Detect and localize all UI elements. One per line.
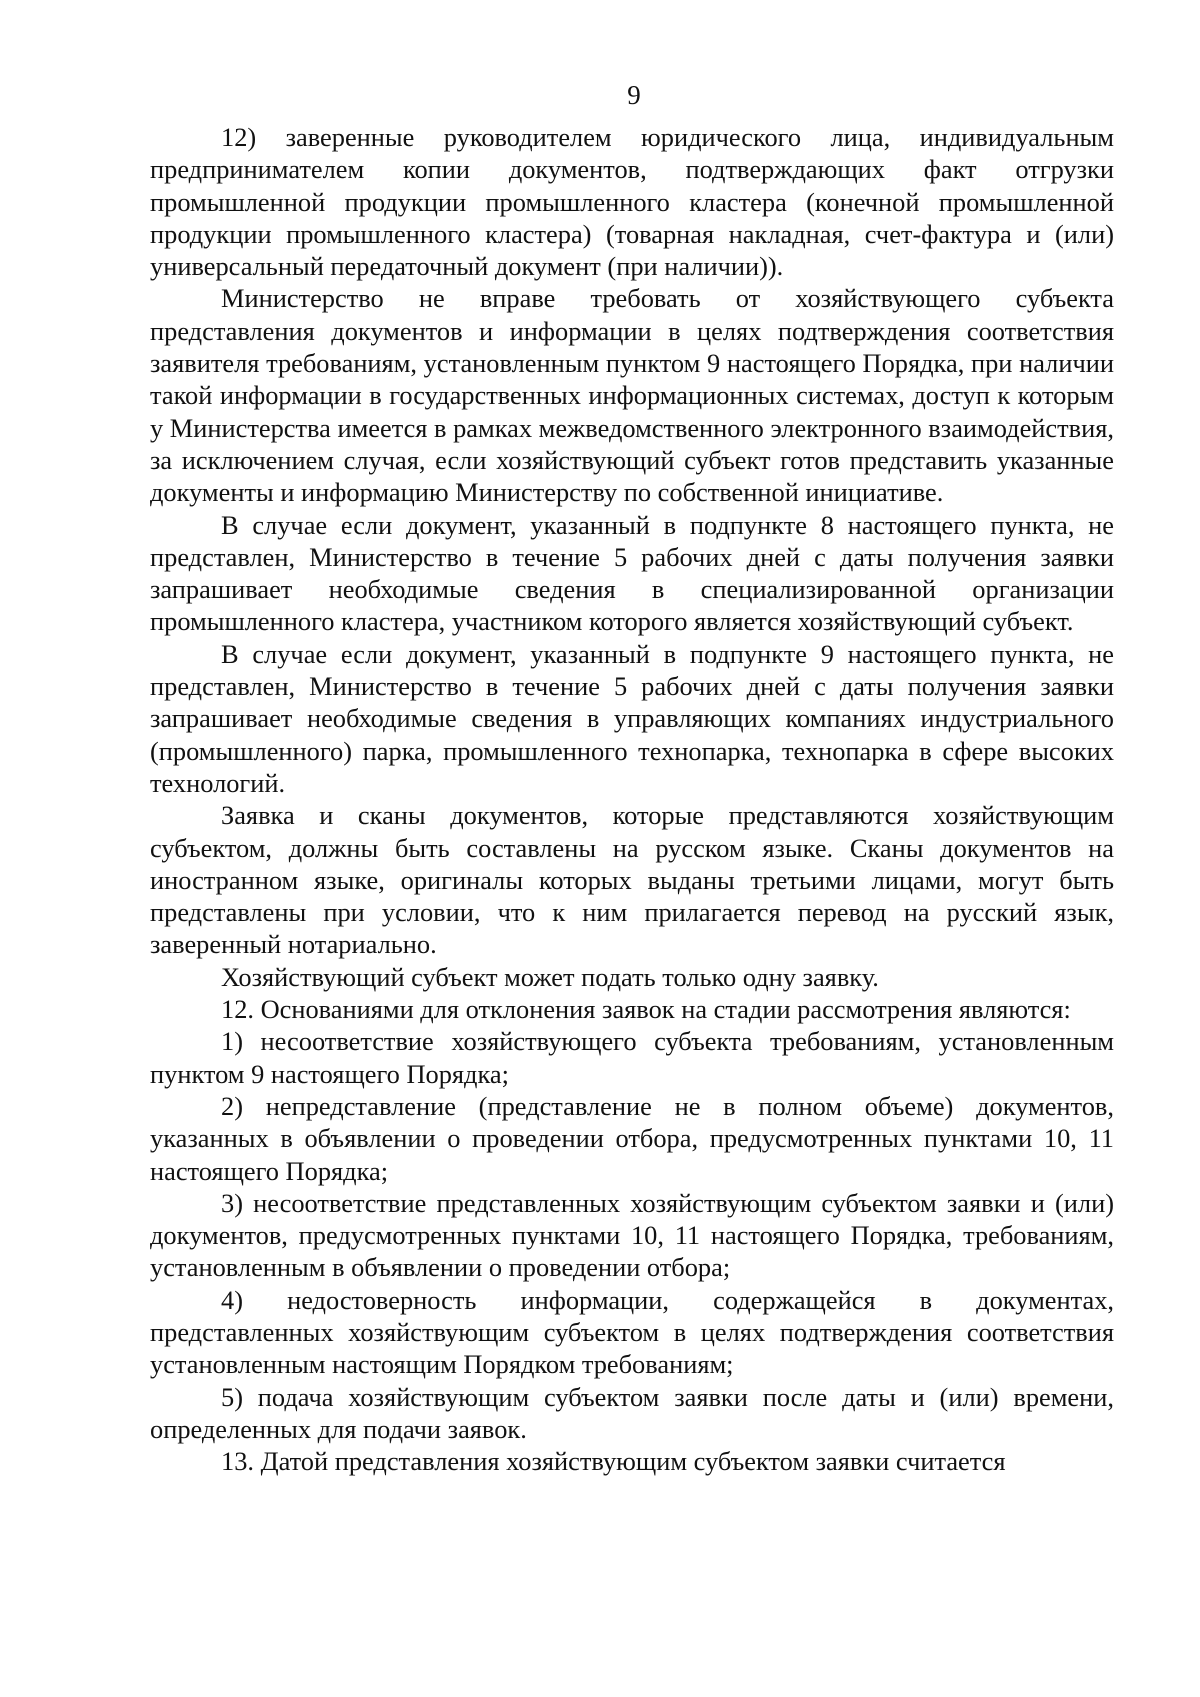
paragraph-subitem-9-missing: В случае если документ, указанный в подпункте 9 настоящего пункта, не представлен, Министерство в течение 5 рабочих дней с даты получения заявки запрашивает необходимые сведения в управляющих компаниях индустриального (промышленного) парка, промышленного технопарка, технопарка в сфере высоких технологий.: [150, 638, 1114, 798]
list-item-rejection-1: 1) несоответствие хозяйствующего субъекта требованиям, установленным пунктом 9 настоящего Порядка;: [150, 1026, 1114, 1089]
paragraph-subitem-8-missing: В случае если документ, указанный в подпункте 8 настоящего пункта, не представлен, Министерство в течение 5 рабочих дней с даты получения заявки запрашивает необходимые сведения в специализированной организации промышленного кластера, участником которого является хозяйствующий субъект.: [150, 509, 1114, 637]
paragraph-ministry-restriction: Министерство не вправе требовать от хозяйствующего субъекта представления документов и информации в целях подтверждения соответствия заявителя требованиям, установленным пунктом 9 настоящего Порядка, при наличии такой информации в государственных информационных системах, доступ к которым у Министерства имеется в рамках межведомственного электронного взаимодействия, за исключением случая, если хозяйствующий субъект готов представить указанные документы и информацию Министерству по собственной инициативе.: [150, 283, 1114, 508]
list-item-rejection-2: 2) непредставление (представление не в полном объеме) документов, указанных в объявлении о проведении отбора, предусмотренных пунктами 10, 11 настоящего Порядка;: [150, 1090, 1114, 1186]
document-body: [150, 121, 1114, 1477]
paragraph-section-12-heading: 12. Основаниями для отклонения заявок на стадии рассмотрения являются:: [221, 994, 1071, 1025]
paragraph-section-13-start: 13. Датой представления хозяйствующим субъектом заявки считается: [221, 1446, 1006, 1477]
list-item-rejection-3: 3) несоответствие представленных хозяйствующим субъектом заявки и (или) документов, предусмотренных пунктами 10, 11 настоящего Порядка, требованиям, установленным в объявлении о проведении отбора;: [150, 1187, 1114, 1283]
list-item-rejection-5: 5) подача хозяйствующим субъектом заявки после даты и (или) времени, определенных для подачи заявок.: [150, 1381, 1114, 1444]
page-number: 9: [627, 80, 641, 110]
paragraph-language-requirement: Заявка и сканы документов, которые представляются хозяйствующим субъектом, должны быть составлены на русском языке. Сканы документов на иностранном языке, оригиналы которых выданы третьими лицами, могут быть представлены при условии, что к ним прилагается перевод на русский язык, заверенный нотариально.: [150, 800, 1114, 960]
paragraph-item-12-documents: 12) заверенные руководителем юридического лица, индивидуальным предпринимателем копии документов, подтверждающих факт отгрузки промышленной продукции промышленного кластера (конечной промышленной продукции промышленного кластера) (товарная накладная, счет-фактура и (или) универсальный передаточный документ (при наличии)).: [150, 122, 1114, 282]
list-item-rejection-4: 4) недостоверность информации, содержащейся в документах, представленных хозяйствующим субъектом в целях подтверждения соответствия установленным настоящим Порядком требованиям;: [150, 1284, 1114, 1380]
paragraph-single-application: Хозяйствующий субъект может подать только одну заявку.: [221, 961, 879, 992]
